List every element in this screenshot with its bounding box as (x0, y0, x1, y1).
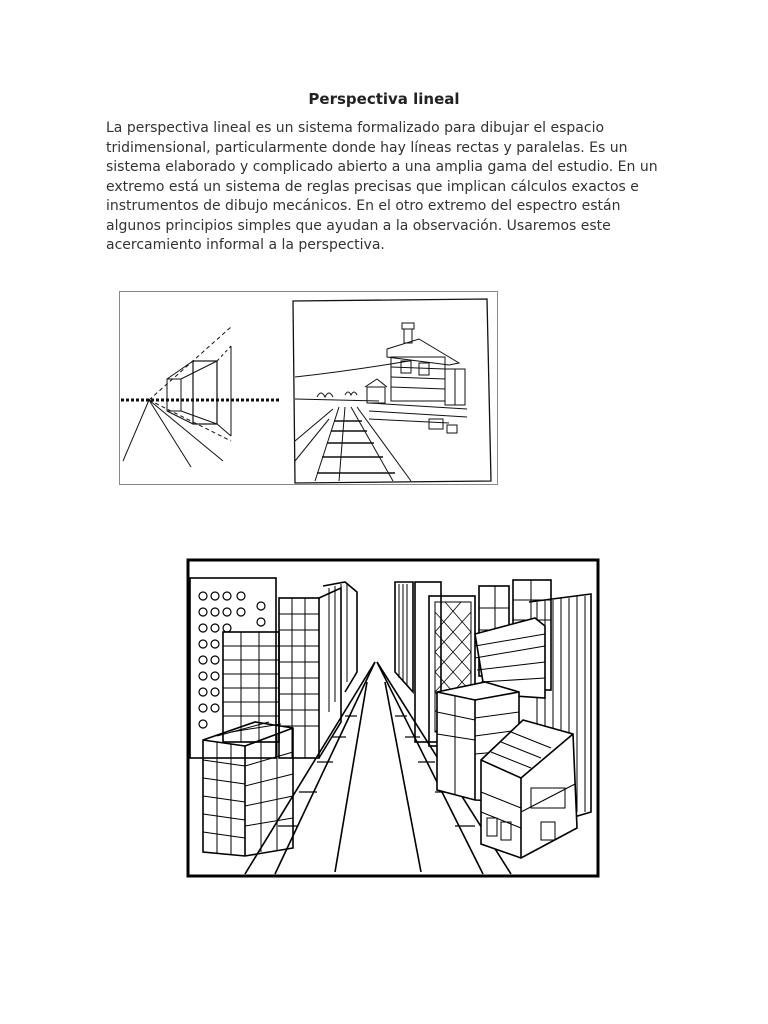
city-perspective-figure (145, 522, 615, 886)
paragraph-line: sistema elaborado y complicado abierto a una amplia gama del estudio. En un (106, 159, 658, 175)
intro-paragraph (106, 119, 666, 256)
paragraph-line: tridimensional, particularmente donde hay líneas rectas y paralelas. Es un (106, 139, 628, 156)
perspective-illustrations-figure (119, 291, 498, 485)
paragraph-line: extremo está un sistema de reglas precisas que implican cálculos exactos e (106, 178, 639, 195)
paragraph-line: acercamiento informal a la perspectiva. (106, 237, 385, 253)
paragraph-line: instrumentos de dibujo mecánicos. En el otro extremo del espectro están (106, 198, 621, 214)
page-title: Perspectiva lineal (308, 90, 460, 108)
paragraph-line: algunos principios simples que ayudan a la observación. Usaremos este (106, 217, 611, 234)
paragraph-line: La perspectiva lineal es un sistema formalizado para dibujar el espacio (106, 120, 605, 136)
